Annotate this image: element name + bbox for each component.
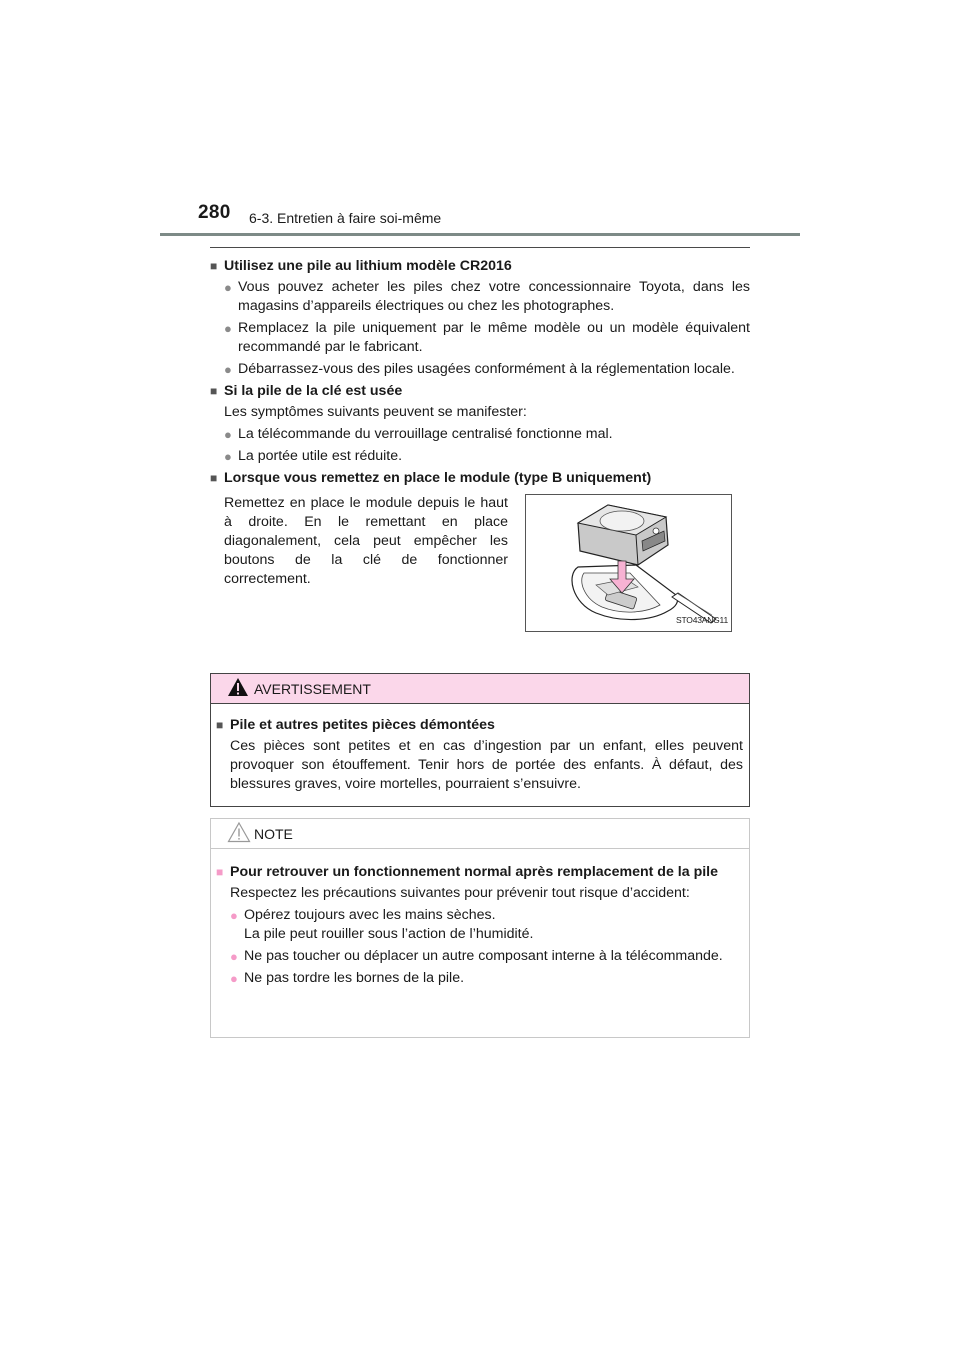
list-item-text: La portée utile est réduite. xyxy=(238,448,403,464)
section-heading xyxy=(210,469,750,488)
list-item xyxy=(224,425,750,444)
list-item xyxy=(224,447,750,466)
square-bullet-icon: ■ xyxy=(216,865,224,879)
warning-box xyxy=(210,673,750,807)
module-instruction xyxy=(224,494,750,632)
note-intro: Respectez les précautions suivantes pour prévenir tout risque d’accident: xyxy=(230,885,690,901)
warning-heading xyxy=(216,716,743,735)
key-module-illustration xyxy=(525,494,732,632)
warning-body xyxy=(211,704,749,794)
square-bullet-icon: ■ xyxy=(210,384,218,398)
main-content xyxy=(210,255,750,632)
list-item-text: Vous pouvez acheter les piles chez votre concessionnaire Toyota, dans les magasins d’appareils électriques ou chez les photographes. xyxy=(238,279,750,314)
figure-label: STO43ANG11 xyxy=(675,615,728,625)
section-title: 6-3. Entretien à faire soi-même xyxy=(249,210,442,226)
circle-bullet-icon: ● xyxy=(230,908,238,923)
square-bullet-icon: ■ xyxy=(210,471,218,485)
list-item-text: Remplacez la pile uniquement par le même modèle ou un modèle équivalent recommandé par le fabricant. xyxy=(238,320,750,355)
note-title: NOTE xyxy=(254,826,293,842)
heading-text: Lorsque vous remettez en place le module (type B uniquement) xyxy=(224,470,652,486)
warning-text: Ces pièces sont petites et en cas d’ingestion par un enfant, elles peuvent provoquer son étouffement. Tenir hors de portée des enfants. À défaut, des blessures graves, voire mortelles, pourraient s’ensuivre. xyxy=(230,738,743,792)
warning-triangle-icon xyxy=(227,677,249,697)
heading-text: Si la pile de la clé est usée xyxy=(224,383,403,399)
list-item xyxy=(230,906,743,944)
note-heading xyxy=(216,863,743,882)
list-item-text: La télécommande du verrouillage centralisé fonctionne mal. xyxy=(238,426,613,442)
warning-title: AVERTISSEMENT xyxy=(254,681,371,697)
circle-bullet-icon: ● xyxy=(224,427,232,442)
section-heading xyxy=(210,257,750,276)
circle-bullet-icon: ● xyxy=(224,280,232,295)
heading-text: Pile et autres petites pièces démontées xyxy=(230,717,495,733)
square-bullet-icon: ■ xyxy=(216,718,224,732)
page-number: 280 xyxy=(198,202,231,223)
list-item-text xyxy=(244,906,743,944)
note-box xyxy=(210,818,750,1038)
circle-bullet-icon: ● xyxy=(224,321,232,336)
list-item xyxy=(224,319,750,357)
circle-bullet-icon: ● xyxy=(224,362,232,377)
section-heading xyxy=(210,382,750,401)
module-text: Remettez en place le module depuis le haut à droite. En le remettant en place diagonalement, cela peut empêcher les boutons de la clé de fonctionner correctement. xyxy=(224,495,508,587)
note-body xyxy=(211,849,749,988)
heading-text: Utilisez une pile au lithium modèle CR2016 xyxy=(224,258,512,274)
list-item-text: Débarrassez-vous des piles usagées conformément à la réglementation locale. xyxy=(238,361,735,377)
list-item xyxy=(230,969,743,988)
header-rule xyxy=(160,233,800,236)
circle-bullet-icon: ● xyxy=(230,971,238,986)
list-item xyxy=(230,947,743,966)
square-bullet-icon: ■ xyxy=(210,259,218,273)
caution-outline-triangle-icon xyxy=(227,821,251,843)
warning-header xyxy=(211,674,749,704)
circle-bullet-icon: ● xyxy=(224,449,232,464)
section-intro: Les symptômes suivants peuvent se manifester: xyxy=(224,404,527,420)
note-header xyxy=(211,819,749,849)
list-item xyxy=(224,360,750,379)
list-item xyxy=(224,278,750,316)
list-item-line: La pile peut rouiller sous l’action de l’humidité. xyxy=(244,926,534,942)
heading-text: Pour retrouver un fonctionnement normal après remplacement de la pile xyxy=(230,864,719,880)
circle-bullet-icon: ● xyxy=(230,949,238,964)
list-item-text: Ne pas tordre les bornes de la pile. xyxy=(244,970,465,986)
list-item-line: Opérez toujours avec les mains sèches. xyxy=(244,907,496,923)
content-rule xyxy=(210,247,750,248)
list-item-text: Ne pas toucher ou déplacer un autre composant interne à la télécommande. xyxy=(244,948,723,964)
